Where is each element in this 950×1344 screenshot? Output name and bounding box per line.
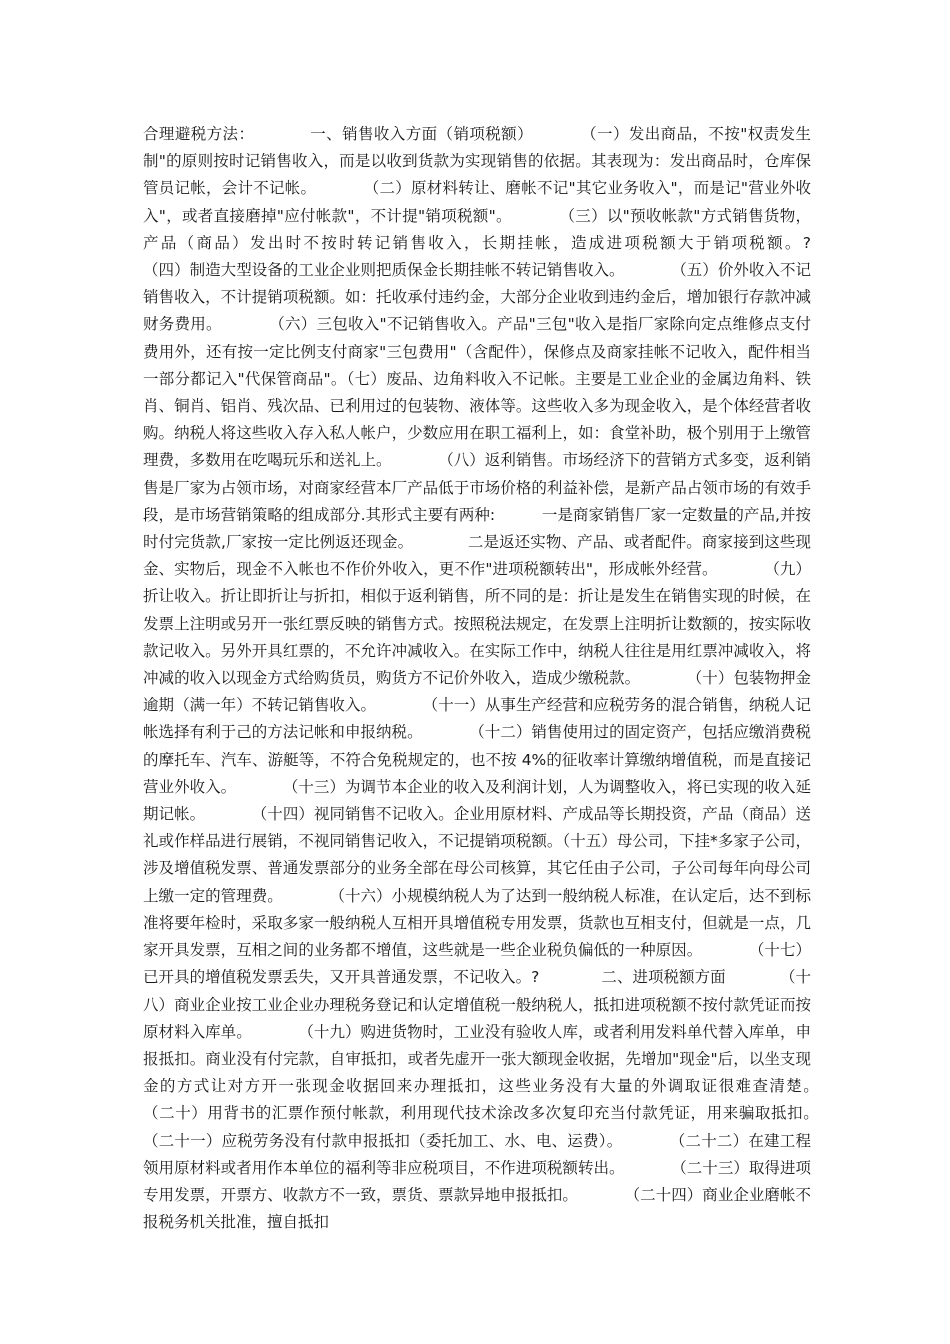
document-body-text: 合理避税方法： 一、销售收入方面（销项税额） （一）发出商品，不按"权责发生制"的原则按时记销售收入，而是以收到货款为实现销售的依据。其表现为：发出商品时，仓库保管员记帐，会计不记帐。 （二）原材料转让、磨帐不记"其它业务收入"，而是记"营业外收入"，或者直接磨掉"应付帐款"，不计提"销项税额"。 （三）以"预收帐款"方式销售货物，产品（商品）发出时不按时转记销售收入，长期挂帐，造成进项税额大于销项税额。? （四）制造大型设备的工业企业则把质保金长期挂帐不转记销售收入。 （五）价外收入不记销售收入，不计提销项税额。如：托收承付违约金，大部分企业收到违约金后，增加银行存款冲减财务费用。 （六）三包收入"不记销售收入。产品"三包"收入是指厂家除向定点维修点支付费用外，还有按一定比例支付商家"三包费用"（含配件），保修点及商家挂帐不记收入，配件相当一部分都记入"代保管商品"。（七）废品、边角料收入不记帐。主要是工业企业的金属边角料、铁肖、铜肖、铝肖、残次品、已利用过的包装物、液体等。这些收入多为现金收入，是个体经营者收购。纳税人将这些收入存入私人帐户，少数应用在职工福利上，如：食堂补助，极个别用于上缴管理费，多数用在吃喝玩乐和送礼上。 （八）返利销售。市场经济下的营销方式多变，返利销售是厂家为占领市场，对商家经营本厂产品低于市场价格的利益补偿，是新产品占领市场的有效手段，是市场营销策略的组成部分.其形式主要有两种: 一是商家销售厂家一定数量的产品,并按时付完货款,厂家按一定比例返还现金。 二是返还实物、产品、或者配件。商家接到这些现金、实物后，现金不入帐也不作价外收入，更不作"进项税额转出"，形成帐外经营。 （九）折让收入。折让即折让与折扣，相似于返利销售，所不同的是：折让是发生在销售实现的时候，在发票上注明或另开一张红票反映的销售方式。按照税法规定，在发票上注明折让数额的，按实际收款记收入。另外开具红票的，不允许冲减收入。在实际工作中，纳税人往往是用红票冲减收入，将冲减的收入以现金方式给购货员，购货方不记价外收入，造成少缴税款。 （十）包装物押金逾期（满一年）不转记销售收入。 （十一）从事生产经营和应税劳务的混合销售，纳税人记帐选择有利于己的方法记帐和申报纳税。 （十二）销售使用过的固定资产，包括应缴消费税的摩托车、汽车、游艇等，不符合免税规定的，也不按 4%的征收率计算缴纳增值税，而是直接记营业外收入。 （十三）为调节本企业的收入及利润计划，人为调整收入，将已实现的收入延期记帐。 （十四）视同销售不记收入。企业用原材料、产成品等长期投资，产品（商品）送礼或作样品进行展销，不视同销售记收入，不记提销项税额。（十五）母公司，下挂*多家子公司，涉及增值税发票、普通发票部分的业务全部在母公司核算，其它任由子公司，子公司每年向母公司上缴一定的管理费。 （十六）小规模纳税人为了达到一般纳税人标准，在认定后，达不到标准将要年检时，采取多家一般纳税人互相开具增值税专用发票，货款也互相支付，但就是一点，几家开具发票，互相之间的业务都不增值，这些就是一些企业税负偏低的一种原因。 （十七）已开具的增值税发票丢失，又开具普通发票，不记收入。? 二、进项税额方面 （十八）商业企业按工业企业办理税务登记和认定增值税一般纳税人，抵扣进项税额不按付款凭证而按原材料入库单。 （十九）购进货物时，工业没有验收人库，或者利用发料单代替入库单，申报抵扣。商业没有付完款，自审抵扣，或者先虚开一张大额现金收据，先增加"现金"后，以坐支现金的方式让对方开一张现金收据回来办理抵扣，这些业务没有大量的外调取证很难查清楚。 （二十）用背书的汇票作预付帐款，利用现代技术涂改多次复印充当付款凭证，用来骗取抵扣。 （二十一）应税劳务没有付款申报抵扣（委托加工、水、电、运费）。 （二十二）在建工程领用原材料或者用作本单位的福利等非应税项目，不作进项税额转出。 （二十三）取得进项专用发票，开票方、收款方不一致，票货、票款异地申报抵扣。 （二十四）商业企业磨帐不报税务机关批准，擅自抵扣 xyxy=(143,125,874,1232)
